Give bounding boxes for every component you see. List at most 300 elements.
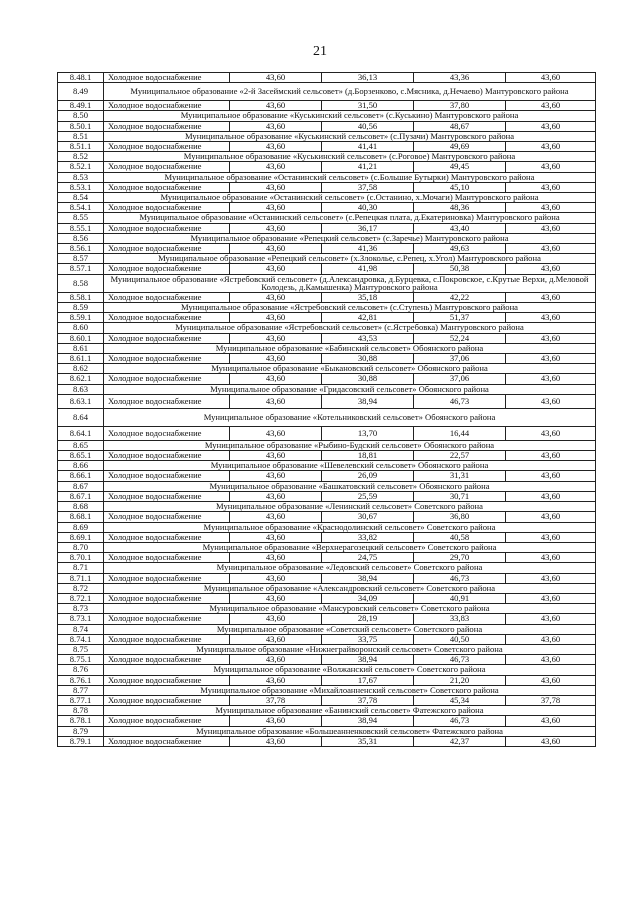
municipality-title: Муниципальное образование «Банинский сельсовет» Фатежского района — [104, 706, 596, 716]
tariff-value: 37,58 — [322, 182, 414, 192]
municipality-title: Муниципальное образование «Волжанский сельсовет» Советского района — [104, 665, 596, 675]
row-number: 8.66.1 — [58, 471, 104, 481]
row-number: 8.72 — [58, 583, 104, 593]
table-row — [58, 203, 596, 213]
service-name: Холодное водоснабжение — [104, 182, 230, 192]
tariff-value: 38,94 — [322, 573, 414, 583]
tariff-value: 43,60 — [506, 101, 596, 111]
table-row — [58, 634, 596, 644]
municipality-title: Муниципальное образование «Нижнеграйворонский сельсовет» Советского района — [104, 644, 596, 654]
row-number: 8.68.1 — [58, 512, 104, 522]
tariff-value: 37,06 — [414, 354, 506, 364]
table-row — [58, 553, 596, 563]
row-number: 8.71.1 — [58, 573, 104, 583]
tariff-value: 43,60 — [506, 512, 596, 522]
tariff-value: 43,60 — [230, 354, 322, 364]
municipality-title: Муниципальное образование «Куськинский сельсовет» (с.Куськино) Мантуровского района — [104, 111, 596, 121]
section-heading-row — [58, 685, 596, 695]
tariff-value: 38,94 — [322, 394, 414, 408]
tariff-value: 43,60 — [506, 553, 596, 563]
municipality-title: Муниципальное образование «Рыбино-Будский сельсовет» Обоянского района — [104, 440, 596, 450]
section-heading-row — [58, 193, 596, 203]
tariff-value: 26,09 — [322, 471, 414, 481]
municipality-title: Муниципальное образование «2-й Засеймский сельсовет» (д.Борзенково, с.Мясникa, д.Нечаево) Мантуровского района — [104, 83, 596, 101]
tariff-value: 49,63 — [414, 244, 506, 254]
service-name: Холодное водоснабжение — [104, 655, 230, 665]
row-number: 8.62 — [58, 364, 104, 374]
tariff-value: 40,30 — [322, 203, 414, 213]
service-name: Холодное водоснабжение — [104, 374, 230, 384]
service-name: Холодное водоснабжение — [104, 223, 230, 233]
tariff-value: 49,69 — [414, 142, 506, 152]
tariff-value: 43,60 — [230, 101, 322, 111]
municipality-title: Муниципальное образование «Репецкий сельсовет» (с.Заречье) Мантуровского района — [104, 233, 596, 243]
tariff-value: 43,60 — [230, 614, 322, 624]
table-row — [58, 73, 596, 83]
tariff-value: 17,67 — [322, 675, 414, 685]
row-number: 8.52.1 — [58, 162, 104, 172]
municipality-title: Муниципальное образование «Быкановский сельсовет» Обоянского района — [104, 364, 596, 374]
tariff-value: 43,60 — [230, 553, 322, 563]
tariff-value: 43,60 — [230, 716, 322, 726]
row-number: 8.63 — [58, 384, 104, 394]
tariff-value: 43,60 — [230, 203, 322, 213]
section-heading-row — [58, 563, 596, 573]
service-name: Холодное водоснабжение — [104, 614, 230, 624]
section-heading-row — [58, 644, 596, 654]
row-number: 8.52 — [58, 152, 104, 162]
row-number: 8.72.1 — [58, 593, 104, 603]
municipality-title: Муниципальное образование «Башкатовский сельсовет» Обоянского района — [104, 481, 596, 491]
section-heading-row — [58, 583, 596, 593]
municipality-title: Муниципальное образование «Останинский сельсовет» (с.Большие Бутырки) Мантуровского района — [104, 172, 596, 182]
section-heading-row — [58, 274, 596, 292]
tariff-value: 43,60 — [506, 244, 596, 254]
service-name: Холодное водоснабжение — [104, 426, 230, 440]
section-heading-row — [58, 83, 596, 101]
row-number: 8.57 — [58, 254, 104, 264]
table-row — [58, 162, 596, 172]
municipality-title: Муниципальное образование «Котельниковский сельсовет» Обоянского района — [104, 408, 596, 426]
service-name: Холодное водоснабжение — [104, 736, 230, 746]
tariff-value: 43,60 — [506, 142, 596, 152]
tariff-value: 40,91 — [414, 593, 506, 603]
table-row — [58, 313, 596, 323]
section-heading-row — [58, 323, 596, 333]
tariff-value: 37,78 — [322, 695, 414, 705]
row-number: 8.64 — [58, 408, 104, 426]
row-number: 8.74.1 — [58, 634, 104, 644]
section-heading-row — [58, 408, 596, 426]
tariff-value: 43,60 — [230, 182, 322, 192]
section-heading-row — [58, 152, 596, 162]
tariff-value: 43,60 — [230, 142, 322, 152]
tariff-value: 43,60 — [506, 73, 596, 83]
row-number: 8.66 — [58, 461, 104, 471]
row-number: 8.53.1 — [58, 182, 104, 192]
row-number: 8.75 — [58, 644, 104, 654]
row-number: 8.49.1 — [58, 101, 104, 111]
table-row — [58, 593, 596, 603]
row-number: 8.65 — [58, 440, 104, 450]
tariff-value: 41,36 — [322, 244, 414, 254]
tariff-value: 43,60 — [506, 451, 596, 461]
municipality-title: Муниципальное образование «Александровский сельсовет» Советского района — [104, 583, 596, 593]
municipality-title: Муниципальное образование «Куськинский сельсовет» (с.Роговое) Мантуровского района — [104, 152, 596, 162]
tariff-value: 43,60 — [506, 203, 596, 213]
tariff-value: 13,70 — [322, 426, 414, 440]
tariff-value: 21,20 — [414, 675, 506, 685]
tariff-value: 43,60 — [506, 354, 596, 364]
tariff-value: 52,24 — [414, 333, 506, 343]
tariff-value: 51,37 — [414, 313, 506, 323]
tariff-value: 43,60 — [506, 292, 596, 302]
tariff-value: 31,50 — [322, 101, 414, 111]
municipality-title: Муниципальное образование «Верхнерагозецкий сельсовет» Советского района — [104, 542, 596, 552]
tariff-value: 41,41 — [322, 142, 414, 152]
table-row — [58, 354, 596, 364]
tariff-value: 43,60 — [506, 471, 596, 481]
section-heading-row — [58, 726, 596, 736]
row-number: 8.54.1 — [58, 203, 104, 213]
row-number: 8.67.1 — [58, 491, 104, 501]
service-name: Холодное водоснабжение — [104, 695, 230, 705]
tariff-value: 43,60 — [506, 223, 596, 233]
service-name: Холодное водоснабжение — [104, 162, 230, 172]
row-number: 8.63.1 — [58, 394, 104, 408]
section-heading-row — [58, 254, 596, 264]
tariff-value: 41,98 — [322, 264, 414, 274]
tariff-value: 43,60 — [506, 655, 596, 665]
municipality-title: Муниципальное образование «Репецкий сельсовет» (х.Злоколье, с.Репец, х.Угол) Мантуровского района — [104, 254, 596, 264]
tariff-value: 30,88 — [322, 374, 414, 384]
section-heading-row — [58, 604, 596, 614]
tariff-value: 43,60 — [506, 634, 596, 644]
section-heading-row — [58, 706, 596, 716]
municipality-title: Муниципальное образование «Гридасовский сельсовет» Обоянского района — [104, 384, 596, 394]
section-heading-row — [58, 384, 596, 394]
table-row — [58, 573, 596, 583]
section-heading-row — [58, 172, 596, 182]
tariff-value: 33,83 — [414, 614, 506, 624]
service-name: Холодное водоснабжение — [104, 333, 230, 343]
row-number: 8.59 — [58, 303, 104, 313]
section-heading-row — [58, 131, 596, 141]
tariff-value: 43,60 — [506, 162, 596, 172]
tariff-value: 43,60 — [230, 593, 322, 603]
row-number: 8.74 — [58, 624, 104, 634]
row-number: 8.51.1 — [58, 142, 104, 152]
municipality-title: Муниципальное образование «Ледовский сельсовет» Советского района — [104, 563, 596, 573]
row-number: 8.67 — [58, 481, 104, 491]
tariff-value: 43,60 — [506, 736, 596, 746]
tariff-value: 43,60 — [506, 333, 596, 343]
table-row — [58, 491, 596, 501]
tariff-value: 43,60 — [230, 162, 322, 172]
tariff-value: 43,60 — [230, 675, 322, 685]
service-name: Холодное водоснабжение — [104, 553, 230, 563]
municipality-title: Муниципальное образование «Ленинский сельсовет» Советского района — [104, 502, 596, 512]
table-row — [58, 374, 596, 384]
service-name: Холодное водоснабжение — [104, 716, 230, 726]
tariff-value: 36,80 — [414, 512, 506, 522]
tariff-value: 43,60 — [230, 451, 322, 461]
tariff-value: 49,45 — [414, 162, 506, 172]
table-row — [58, 264, 596, 274]
tariff-value: 43,60 — [506, 573, 596, 583]
tariff-value: 18,81 — [322, 451, 414, 461]
municipality-title: Муниципальное образование «Михайлоанненский сельсовет» Советского района — [104, 685, 596, 695]
municipality-title: Муниципальное образование «Советский сельсовет» Советского района — [104, 624, 596, 634]
row-number: 8.53 — [58, 172, 104, 182]
municipality-title: Муниципальное образование «Останинский сельсовет» (с.Останино, х.Мочаги) Мантуровского района — [104, 193, 596, 203]
tariff-value: 42,81 — [322, 313, 414, 323]
row-number: 8.78 — [58, 706, 104, 716]
tariff-value: 24,75 — [322, 553, 414, 563]
row-number: 8.70.1 — [58, 553, 104, 563]
row-number: 8.77.1 — [58, 695, 104, 705]
municipality-title: Муниципальное образование «Останинский сельсовет» (с.Репецкая плата, д.Екатериновка) Мантуровского района — [104, 213, 596, 223]
row-number: 8.58 — [58, 274, 104, 292]
tariff-value: 45,34 — [414, 695, 506, 705]
row-number: 8.64.1 — [58, 426, 104, 440]
tariff-value: 43,53 — [322, 333, 414, 343]
row-number: 8.56 — [58, 233, 104, 243]
tariff-value: 43,60 — [230, 292, 322, 302]
tariff-value: 43,40 — [414, 223, 506, 233]
service-name: Холодное водоснабжение — [104, 73, 230, 83]
section-heading-row — [58, 665, 596, 675]
tariff-value: 43,60 — [506, 675, 596, 685]
tariff-value: 30,71 — [414, 491, 506, 501]
tariff-value: 43,60 — [506, 593, 596, 603]
service-name: Холодное водоснабжение — [104, 573, 230, 583]
service-name: Холодное водоснабжение — [104, 142, 230, 152]
tariff-value: 43,60 — [230, 374, 322, 384]
tariff-value: 46,73 — [414, 573, 506, 583]
tariff-value: 41,21 — [322, 162, 414, 172]
row-number: 8.77 — [58, 685, 104, 695]
table-row — [58, 614, 596, 624]
row-number: 8.60.1 — [58, 333, 104, 343]
tariff-value: 35,18 — [322, 292, 414, 302]
tariff-value: 34,09 — [322, 593, 414, 603]
row-number: 8.58.1 — [58, 292, 104, 302]
row-number: 8.65.1 — [58, 451, 104, 461]
table-row — [58, 426, 596, 440]
tariff-value: 43,60 — [506, 716, 596, 726]
tariff-value: 43,60 — [506, 182, 596, 192]
tariff-value: 25,59 — [322, 491, 414, 501]
service-name: Холодное водоснабжение — [104, 121, 230, 131]
service-name: Холодное водоснабжение — [104, 512, 230, 522]
tariff-value: 43,60 — [230, 313, 322, 323]
service-name: Холодное водоснабжение — [104, 292, 230, 302]
service-name: Холодное водоснабжение — [104, 264, 230, 274]
tariff-value: 42,37 — [414, 736, 506, 746]
service-name: Холодное водоснабжение — [104, 634, 230, 644]
tariff-value: 43,60 — [506, 394, 596, 408]
section-heading-row — [58, 624, 596, 634]
page-number: 21 — [313, 44, 327, 59]
row-number: 8.49 — [58, 83, 104, 101]
service-name: Холодное водоснабжение — [104, 244, 230, 254]
tariff-value: 33,82 — [322, 532, 414, 542]
tariff-value: 43,60 — [506, 614, 596, 624]
tariff-value: 46,73 — [414, 394, 506, 408]
tariff-value: 38,94 — [322, 716, 414, 726]
tariff-value: 43,60 — [230, 73, 322, 83]
tariff-value: 45,10 — [414, 182, 506, 192]
service-name: Холодное водоснабжение — [104, 313, 230, 323]
row-number: 8.50.1 — [58, 121, 104, 131]
row-number: 8.62.1 — [58, 374, 104, 384]
tariff-value: 43,60 — [506, 121, 596, 131]
table-row — [58, 512, 596, 522]
tariff-value: 43,60 — [506, 491, 596, 501]
tariff-value: 50,38 — [414, 264, 506, 274]
section-heading-row — [58, 502, 596, 512]
tariff-value: 30,88 — [322, 354, 414, 364]
row-number: 8.71 — [58, 563, 104, 573]
table-row — [58, 333, 596, 343]
tariff-value: 43,60 — [506, 426, 596, 440]
row-number: 8.78.1 — [58, 716, 104, 726]
service-name: Холодное водоснабжение — [104, 354, 230, 364]
table-row — [58, 292, 596, 302]
table-row — [58, 736, 596, 746]
section-heading-row — [58, 303, 596, 313]
table-row — [58, 101, 596, 111]
table-row — [58, 182, 596, 192]
tariff-value: 33,75 — [322, 634, 414, 644]
row-number: 8.48.1 — [58, 73, 104, 83]
row-number: 8.61.1 — [58, 354, 104, 364]
row-number: 8.70 — [58, 542, 104, 552]
service-name: Холодное водоснабжение — [104, 532, 230, 542]
tariff-value: 46,73 — [414, 716, 506, 726]
tariff-value: 16,44 — [414, 426, 506, 440]
tariff-value: 43,60 — [506, 532, 596, 542]
row-number: 8.56.1 — [58, 244, 104, 254]
tariff-value: 43,60 — [230, 333, 322, 343]
table-row — [58, 223, 596, 233]
tariff-table-body — [58, 73, 596, 747]
section-heading-row — [58, 522, 596, 532]
tariff-value: 43,36 — [414, 73, 506, 83]
service-name: Холодное водоснабжение — [104, 471, 230, 481]
section-heading-row — [58, 461, 596, 471]
row-number: 8.76.1 — [58, 675, 104, 685]
tariff-value: 43,60 — [506, 313, 596, 323]
tariff-value: 37,80 — [414, 101, 506, 111]
service-name: Холодное водоснабжение — [104, 451, 230, 461]
municipality-title: Муниципальное образование «Ястребовский сельсовет» (с.Ступень) Мантуровского района — [104, 303, 596, 313]
tariff-value: 43,60 — [230, 471, 322, 481]
service-name: Холодное водоснабжение — [104, 491, 230, 501]
municipality-title: Муниципальное образование «Бабинский сельсовет» Обоянского района — [104, 343, 596, 353]
tariff-value: 30,67 — [322, 512, 414, 522]
tariff-value: 37,78 — [230, 695, 322, 705]
table-row — [58, 695, 596, 705]
tariff-value: 43,60 — [230, 264, 322, 274]
table-row — [58, 532, 596, 542]
section-heading-row — [58, 233, 596, 243]
section-heading-row — [58, 481, 596, 491]
row-number: 8.79.1 — [58, 736, 104, 746]
table-row — [58, 716, 596, 726]
tariff-value: 48,67 — [414, 121, 506, 131]
row-number: 8.54 — [58, 193, 104, 203]
service-name: Холодное водоснабжение — [104, 593, 230, 603]
tariff-value: 35,31 — [322, 736, 414, 746]
tariff-value: 43,60 — [230, 223, 322, 233]
tariff-value: 42,22 — [414, 292, 506, 302]
row-number: 8.57.1 — [58, 264, 104, 274]
row-number: 8.59.1 — [58, 313, 104, 323]
section-heading-row — [58, 343, 596, 353]
tariff-value: 29,70 — [414, 553, 506, 563]
tariff-value: 43,60 — [230, 655, 322, 665]
row-number: 8.69 — [58, 522, 104, 532]
municipality-title: Муниципальное образование «Краснодолинский сельсовет» Советского района — [104, 522, 596, 532]
tariff-value: 43,60 — [230, 121, 322, 131]
tariff-value: 31,31 — [414, 471, 506, 481]
table-row — [58, 244, 596, 254]
section-heading-row — [58, 364, 596, 374]
tariff-value: 43,60 — [230, 532, 322, 542]
row-number: 8.50 — [58, 111, 104, 121]
tariff-value: 40,50 — [414, 634, 506, 644]
row-number: 8.61 — [58, 343, 104, 353]
tariff-value: 40,58 — [414, 532, 506, 542]
tariff-value: 43,60 — [230, 426, 322, 440]
table-row — [58, 451, 596, 461]
table-row — [58, 471, 596, 481]
table-row — [58, 394, 596, 408]
row-number: 8.75.1 — [58, 655, 104, 665]
table-row — [58, 142, 596, 152]
row-number: 8.51 — [58, 131, 104, 141]
table-row — [58, 675, 596, 685]
tariff-value: 43,60 — [230, 244, 322, 254]
table-row — [58, 655, 596, 665]
tariff-value: 46,73 — [414, 655, 506, 665]
row-number: 8.68 — [58, 502, 104, 512]
row-number: 8.60 — [58, 323, 104, 333]
section-heading-row — [58, 213, 596, 223]
row-number: 8.55.1 — [58, 223, 104, 233]
row-number: 8.79 — [58, 726, 104, 736]
municipality-title: Муниципальное образование «Ястребовский сельсовет» (д.Александровка, д.Бурцевка, с.Покровское, с.Крутые Верхи, д.Меловой Колодезь, д.Камышенка) Мантуровского района — [104, 274, 596, 292]
tariff-value: 43,60 — [230, 736, 322, 746]
tariff-value: 28,19 — [322, 614, 414, 624]
tariff-value: 36,13 — [322, 73, 414, 83]
service-name: Холодное водоснабжение — [104, 394, 230, 408]
municipality-title: Муниципальное образование «Шевелевский сельсовет» Обоянского района — [104, 461, 596, 471]
service-name: Холодное водоснабжение — [104, 675, 230, 685]
tariff-value: 43,60 — [230, 512, 322, 522]
row-number: 8.69.1 — [58, 532, 104, 542]
tariff-value: 48,36 — [414, 203, 506, 213]
tariff-value: 43,60 — [230, 573, 322, 583]
row-number: 8.73.1 — [58, 614, 104, 624]
municipality-title: Муниципальное образование «Большеанненковский сельсовет» Фатежского района — [104, 726, 596, 736]
tariff-value: 43,60 — [506, 374, 596, 384]
tariff-value: 38,94 — [322, 655, 414, 665]
row-number: 8.73 — [58, 604, 104, 614]
section-heading-row — [58, 111, 596, 121]
